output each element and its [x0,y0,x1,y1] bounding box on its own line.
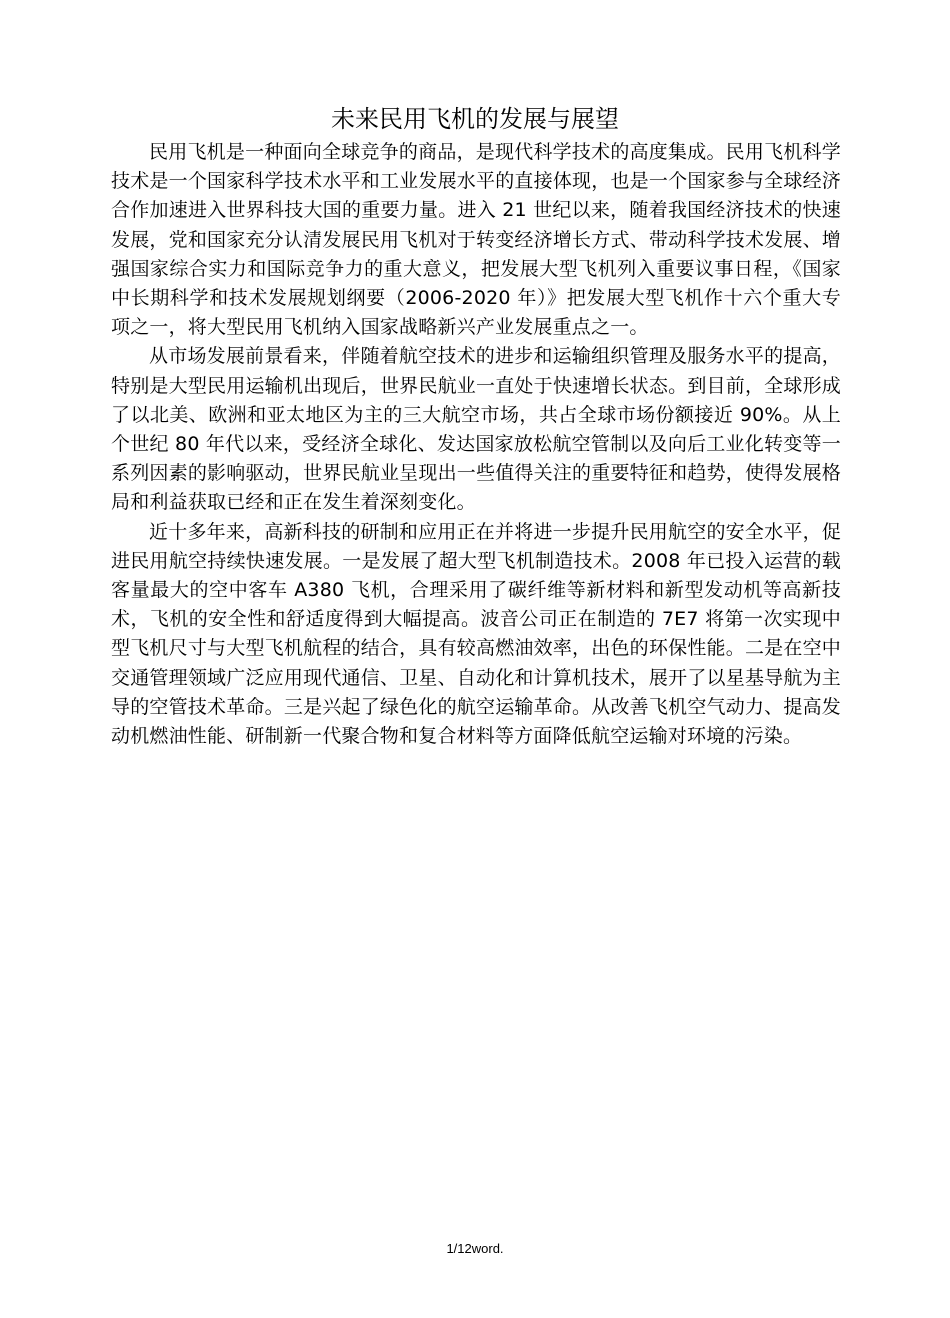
page-footer: 1/12word. [446,1241,504,1256]
paragraph-3: 近十多年来，高新科技的研制和应用正在并将进一步提升民用航空的安全水平，促进民用航空持续快速发展。一是发展了超大型飞机制造技术。2008 年已投入运营的载客量最大的空中客车 A380 飞机，合理采用了碳纤维等新材料和新型发动机等高新技术，飞机的安全性和舒适度得到大幅提高。波音公司正在制造的 7E7 将第一次实现中型飞机尺寸与大型飞机航程的结合，具有较高燃油效率，出色的环保性能。二是在空中交通管理领域广泛应用现代通信、卫星、自动化和计算机技术，展开了以星基导航为主导的空管技术革命。三是兴起了绿色化的航空运输革命。从改善飞机空气动力、提高发动机燃油性能、研制新一代聚合物和复合材料等方面降低航空运输对环境的污染。 [111,520,841,748]
document-title: 未来民用飞机的发展与展望 [331,105,619,133]
paragraph-1: 民用飞机是一种面向全球竞争的商品，是现代科学技术的高度集成。民用飞机科学技术是一个国家科学技术水平和工业发展水平的直接体现，也是一个国家参与全球经济合作加速进入世界科技大国的重要力量。进入 21 世纪以来，随着我国经济技术的快速发展，党和国家充分认清发展民用飞机对于转变经济增长方式、带动科学技术发展、增强国家综合实力和国际竞争力的重大意义，把发展大型飞机列入重要议事日程，《国家中长期科学和技术发展规划纲要（2006-2020 年）》把发展大型飞机作十六个重大专项之一，将大型民用飞机纳入国家战略新兴产业发展重点之一。 [111,141,841,339]
paragraph-2: 从市场发展前景看来，伴随着航空技术的进步和运输组织管理及服务水平的提高，特别是大型民用运输机出现后，世界民航业一直处于快速增长状态。到目前，全球形成了以北美、欧洲和亚太地区为主的三大航空市场，共占全球市场份额接近 90%。从上个世纪 80 年代以来，受经济全球化、发达国家放松航空管制以及向后工业化转变等一系列因素的影响驱动，世界民航业呈现出一些值得关注的重要特征和趋势，使得发展格局和利益获取已经和正在发生着深刻变化。 [111,345,841,514]
document-body [111,138,841,751]
